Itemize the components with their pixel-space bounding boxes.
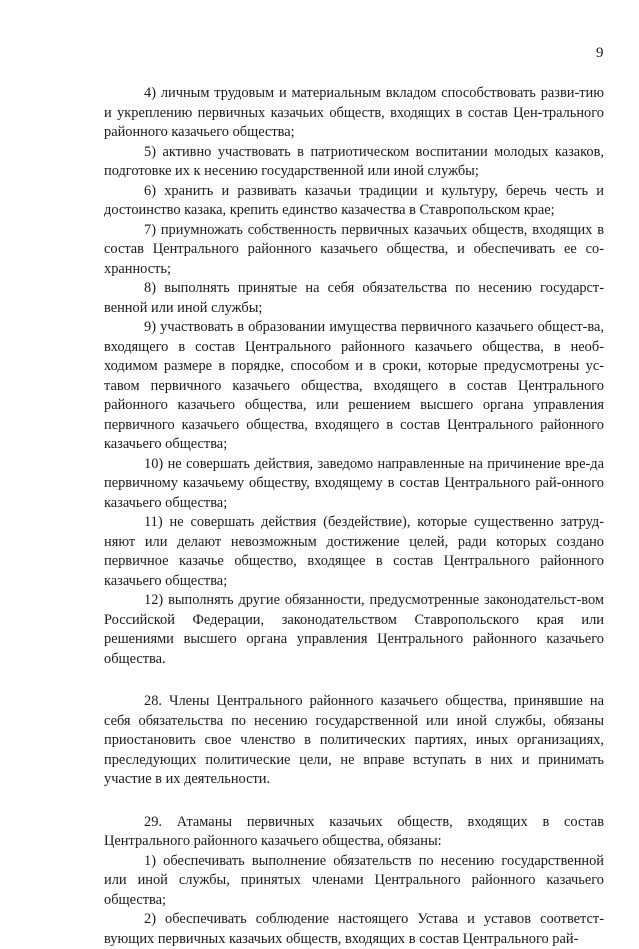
section-gap bbox=[104, 669, 604, 692]
list-item-7: 7) приумножать собственность первичных казачьих обществ, входящих в состав Центрального районного казачьего общества, и обеспечивать ее со-хранность; bbox=[104, 221, 604, 277]
list-item-11: 11) не совершать действия (бездействие), которые существенно затруд-няют или делают невозможным достижение целей, ради которых создано первичное казачье общество, входящее в состав Центрального районного казачьего общества; bbox=[104, 514, 604, 589]
page-number: 9 bbox=[596, 45, 604, 61]
clause-29-item-1: 1) обеспечивать выполнение обязательств по несению государственной или иной службы, принятых членами Центрального районного казачьего общества; bbox=[104, 852, 604, 908]
list-item-9: 9) участвовать в образовании имущества первичного казачьего общест-ва, входящего в состав Центрального районного казачьего общества, в необ-ходимом размере в порядке, способом и в сроки, которые предусмотрены ус-тавом первичного казачьего общества, входящего в состав Центрального районного казачьего общества, или решением высшего органа управления первичного казачьего общества, входящего в состав Центрального районного казачьего общества; bbox=[104, 319, 604, 452]
list-item-5: 5) активно участвовать в патриотическом воспитании молодых казаков, подготовке их к несению государственной или иной службы; bbox=[104, 143, 604, 179]
list-item-6: 6) хранить и развивать казачьи традиции и культуру, беречь честь и достоинство казака, крепить единство казачества в Ставропольском крае; bbox=[104, 182, 604, 218]
clause-28: 28. Члены Центрального районного казачьего общества, принявшие на себя обязательства по несению государственной или иной службы, обязаны приостановить свое членство в политических партиях, иных организациях, преследующих политические цели, не вправе вступать в них и принимать участие в их деятельности. bbox=[104, 693, 604, 787]
list-item-4: 4) личным трудовым и материальным вкладом способствовать разви-тию и укреплению первичных казачьих обществ, входящих в состав Цен-трального районного казачьего общества; bbox=[104, 85, 604, 140]
list-item-8: 8) выполнять принятые на себя обязательства по несению государст-венной или иной службы; bbox=[104, 280, 604, 316]
document-body bbox=[104, 84, 604, 949]
section-gap bbox=[104, 790, 604, 813]
list-item-10: 10) не совершать действия, заведомо направленные на причинение вре-да первичному казачьему обществу, входящему в состав Центрального рай-онного казачьего общества; bbox=[104, 455, 604, 511]
clause-29: 29. Атаманы первичных казачьих обществ, входящих в состав Центрального районного казачьего общества, обязаны: bbox=[104, 813, 604, 849]
clause-29-item-2: 2) обеспечивать соблюдение настоящего Устава и уставов соответст-вующих первичных казачьих обществ, входящих в состав Центрального рай- bbox=[104, 911, 604, 947]
list-item-12: 12) выполнять другие обязанности, предусмотренные законодательст-вом Российской Федерации, законодательством Ставропольского края или решениями высшего органа управления Центрального районного казачьего общества. bbox=[104, 592, 604, 667]
